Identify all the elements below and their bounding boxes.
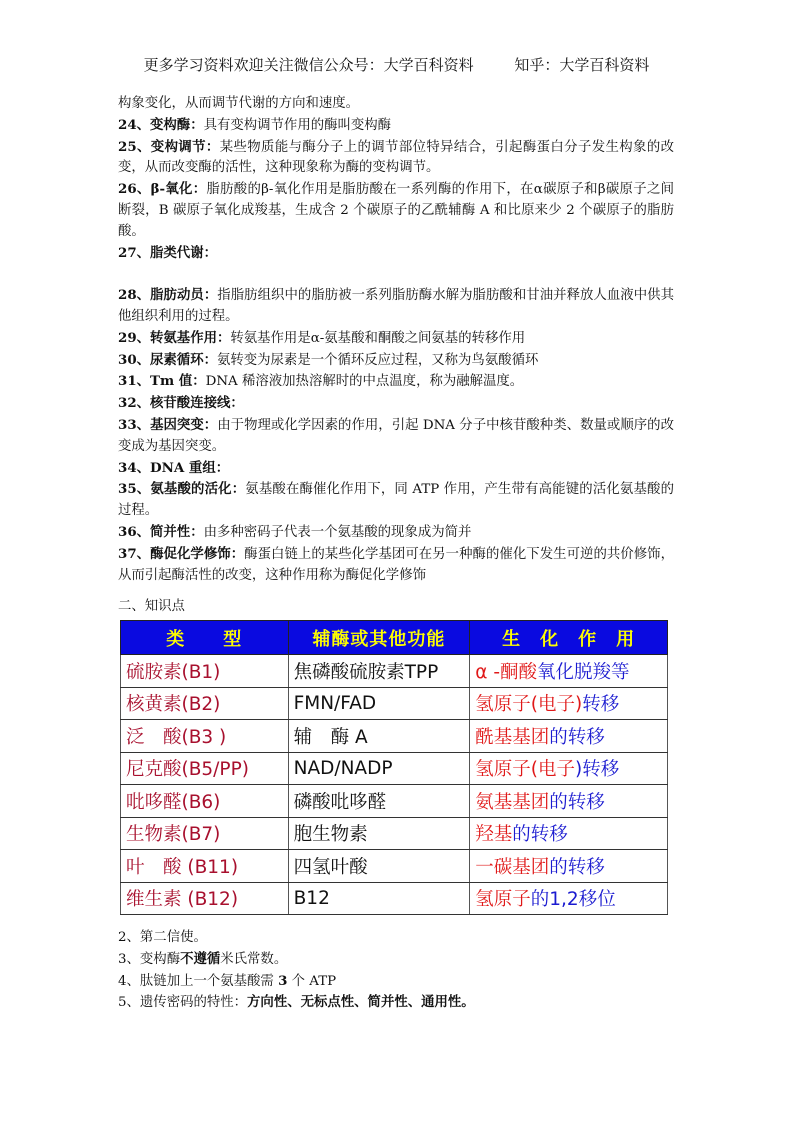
effect-segment: 氢原子 [475,889,531,911]
def-text: 某些物质能与酶分子上的调节部位特异结合，引起酶蛋白分子发生构象的改变，从而改变酶的活性，这种现象称为酶的变构调节。 [118,139,675,176]
vitamin-type-cell: 生物素(B7) [121,817,289,850]
def-text: 氨转变为尿素是一个循环反应过程，又称为鸟氨酸循环 [216,352,539,368]
coenzyme-cell: B12 [288,882,470,915]
coenzyme-cell: 四氢叶酸 [288,850,470,883]
header-zhihu: 知乎：大学百科资料 [514,56,650,74]
def-28 [118,285,674,328]
def-text: 由多种密码子代表一个氨基酸的现象成为简并 [203,524,472,540]
effect-segment: 羟基 [475,824,513,846]
table-row [121,817,668,850]
table-row [121,752,668,785]
effect-cell [470,720,668,753]
point-text: 5、遗传密码的特性： [118,995,248,1011]
effect-cell [470,752,668,785]
def-24 [118,115,674,137]
def-36 [118,522,674,544]
def-text: 指脂肪组织中的脂肪被一系列脂肪酶水解为脂肪酸和甘油并释放人血液中供其他组织利用的过程。 [118,288,674,324]
table-header-row [121,621,668,655]
def-text: 氨基酸在酶催化作用下，同 ATP 作用，产生带有高能键的活化氨基酸的过程。 [118,482,674,519]
def-term: 24、变构酶： [118,116,204,133]
point-bold: 方向性、无标点性、简并性、通用性。 [247,994,475,1011]
point-5 [118,992,475,1014]
def-27 [118,243,674,265]
vitamin-type-cell: 核黄素(B2) [121,687,289,720]
effect-segment: 的转移 [549,791,605,813]
def-32 [118,393,674,415]
table-row [121,785,668,818]
coenzyme-cell: 磷酸吡哆醛 [288,785,470,818]
table-row [121,687,668,720]
coenzyme-cell: 胞生物素 [288,817,470,850]
continuation-text: 构象变化，从而调节代谢的方向和速度。 [118,96,360,111]
def-text: 脂肪酸的β-氧化作用是脂肪酸在一系列酶的作用下，在α碳原子和β碳原子之间断裂，B 碳原子氧化成羧基，生成含 2 个碳原子的乙酰辅酶 A 和比原来少 2 个碳原子的脂肪酸。 [118,182,674,239]
def-text: DNA 稀溶液加热溶解时的中点温度，称为融解温度。 [205,374,524,390]
effect-segment: 一碳基团 [475,856,550,878]
effect-cell [470,687,668,720]
coenzyme-cell: FMN/FAD [288,687,470,720]
def-text: 转氨基作用是α-氨基酸和酮酸之间氨基的转移作用 [230,330,526,346]
def-34 [118,458,674,480]
def-term: 35、氨基酸的活化： [118,481,246,498]
point-4 [118,971,475,993]
col-header-type: 类 型 [121,621,289,655]
effect-cell [470,850,668,883]
def-30 [118,350,674,372]
coenzyme-cell: 焦磷酸硫胺素TPP [288,655,470,688]
coenzyme-cell: 辅 酶 A [288,720,470,753]
table-row [121,720,668,753]
def-term: 31、Tm 值： [118,373,206,390]
def-term: 28、脂肪动员： [118,287,218,304]
effect-segment: α -酮酸 [475,661,538,683]
def-text: 具有变构调节作用的酶叫变构酶 [203,117,392,133]
effect-cell [470,817,668,850]
effect-segment: 氧化脱羧等 [537,661,630,683]
table-row [121,882,668,915]
vitamin-type-cell: 吡哆醛(B6) [121,785,289,818]
effect-cell [470,655,668,688]
def-31 [118,371,674,393]
vitamin-type-cell: 叶 酸 (B11) [121,850,289,883]
def-35 [118,479,674,522]
def-term: 26、β-氧化： [118,181,207,198]
point-text: 个 ATP [287,973,337,989]
col-header-coenzyme: 辅酶或其他功能 [288,621,470,655]
page-header [0,54,793,75]
effect-segment: 转移 [582,694,620,716]
col-header-effect: 生 化 作 用 [470,621,668,655]
point-text: 4、肽链加上一个氨基酸需 [118,973,279,989]
def-37 [118,544,674,587]
point-bold: 3 [278,972,288,989]
def-term: 36、简并性： [118,523,204,540]
vitamin-coenzyme-table [120,620,668,915]
effect-segment: 的转移 [549,726,605,748]
effect-segment: 的转移 [549,856,605,878]
vitamin-type-cell: 尼克酸(B5/PP) [121,752,289,785]
def-text: 酶蛋白链上的某些化学基团可在另一种酶的催化下发生可逆的共价修饰，从而引起酶活性的改变，这种作用称为酶促化学修饰 [118,546,674,583]
def-term: 30、尿素循环： [118,351,217,368]
def-term: 27、脂类代谢： [118,244,217,261]
section-title: 二、知识点 [118,599,185,614]
def-term: 37、酶促化学修饰： [118,545,245,562]
table-row [121,655,668,688]
point-2 [118,928,475,949]
effect-segment: 酰基基团 [475,726,550,748]
def-term: 34、DNA 重组： [118,459,230,476]
vitamin-type-cell: 泛 酸(B3 ) [121,720,289,753]
effect-cell [470,785,668,818]
def-26 [118,179,674,242]
header-wechat: 更多学习资料欢迎关注微信公众号：大学百科资料 [143,56,474,74]
effect-segment: 氢原子(电子 [475,759,575,781]
point-3 [118,949,475,971]
coenzyme-cell: NAD/NADP [288,752,470,785]
effect-segment: )转移 [574,759,620,781]
def-29 [118,328,674,350]
effect-cell [470,882,668,915]
def-term: 32、核苷酸连接线： [118,395,244,412]
definitions [118,94,674,586]
knowledge-points [118,928,475,1014]
effect-segment: 的1,2移位 [530,889,616,911]
effect-segment: 氨基基团 [475,791,550,813]
def-text: 由于物理或化学因素的作用，引起 DNA 分子中核苷酸种类、数量或顺序的改变成为基因突变。 [118,417,675,454]
effect-segment: 的转移 [512,824,568,846]
vitamin-type-cell: 维生素 (B12) [121,882,289,915]
point-bold: 不遵循 [180,950,221,967]
def-term: 25、变构调节： [118,138,220,155]
def-term: 29、转氨基作用： [118,329,231,346]
table-row [121,850,668,883]
def-33 [118,415,674,458]
effect-segment: 氢原子(电子) [475,694,583,716]
point-text: 3、变构酶 [118,951,181,967]
point-text: 米氏常数。 [220,951,288,967]
vitamin-type-cell: 硫胺素(B1) [121,655,289,688]
point-text: 2、第二信使。 [118,930,207,945]
def-term: 33、基因突变： [118,416,218,433]
def-25 [118,137,674,180]
